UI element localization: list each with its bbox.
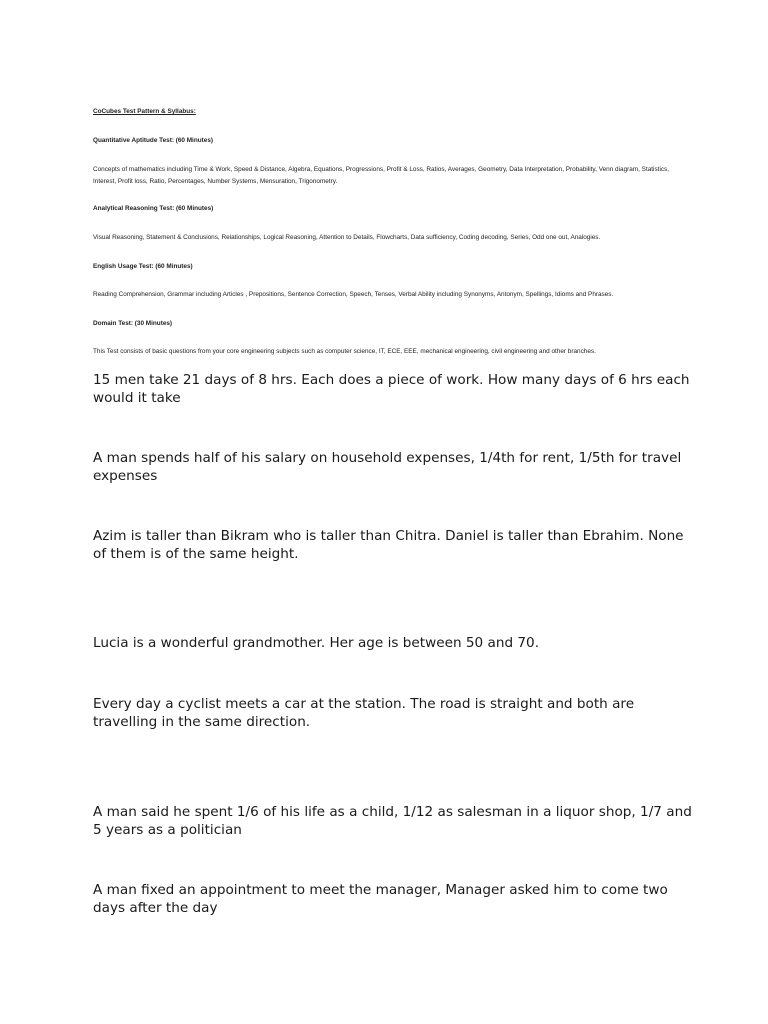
question-text: Lucia is a wonderful grandmother. Her age is between 50 and 70. — [93, 635, 540, 651]
question-text: Every day a cyclist meets a car at the station. The road is straight and both are travelling in the same direction. — [93, 696, 635, 730]
syllabus-title: CoCubes Test Pattern & Syllabus: — [93, 108, 196, 115]
section-body-english: Reading Comprehension, Grammar including Articles , Prepositions, Sentence Correction, Speech, Tenses, Verbal Ability including Synonyms, Antonym, Spellings, Idioms and Phrases. — [93, 291, 614, 298]
question-text: Azim is taller than Bikram who is taller than Chitra. Daniel is taller than Ebrahim. None of them is of the same height. — [93, 528, 684, 562]
section-heading-quantitative: Quantitative Aptitude Test: (60 Minutes) — [93, 137, 214, 144]
question-text: A man spends half of his salary on household expenses, 1/4th for rent, 1/5th for travel expenses — [93, 450, 682, 484]
question-text: A man fixed an appointment to meet the manager, Manager asked him to come two days after the day — [93, 882, 668, 916]
section-body-analytical: Visual Reasoning, Statement & Conclusions, Relationships, Logical Reasoning, Attention to Details, Flowcharts, Data sufficiency, Coding decoding, Series, Odd one out, Analogies. — [93, 234, 601, 241]
section-body-domain: This Test consists of basic questions from your core engineering subjects such as computer science, IT, ECE, EEE, mechanical engineering, civil engineering and other branches. — [93, 348, 596, 355]
question-text: 15 men take 21 days of 8 hrs. Each does a piece of work. How many days of 6 hrs each would it take — [93, 372, 690, 406]
section-heading-english: English Usage Test: (60 Minutes) — [93, 263, 193, 270]
question-text: A man said he spent 1/6 of his life as a child, 1/12 as salesman in a liquor shop, 1/7 and 5 years as a politician — [93, 804, 692, 838]
section-heading-analytical: Analytical Reasoning Test: (60 Minutes) — [93, 205, 214, 212]
section-body-quantitative: Concepts of mathematics including Time & Work, Speed & Distance, Algebra, Equations, Progressions, Profit & Loss, Ratios, Averages, Geometry, Data Interpretation, Probability, Venn diagram, Statistics, Interest, Profit loss, Ratio, Percentages, Number Systems, Mensuration, Trigonometry. — [93, 166, 670, 185]
section-heading-domain: Domain Test: (30 Minutes) — [93, 320, 173, 327]
